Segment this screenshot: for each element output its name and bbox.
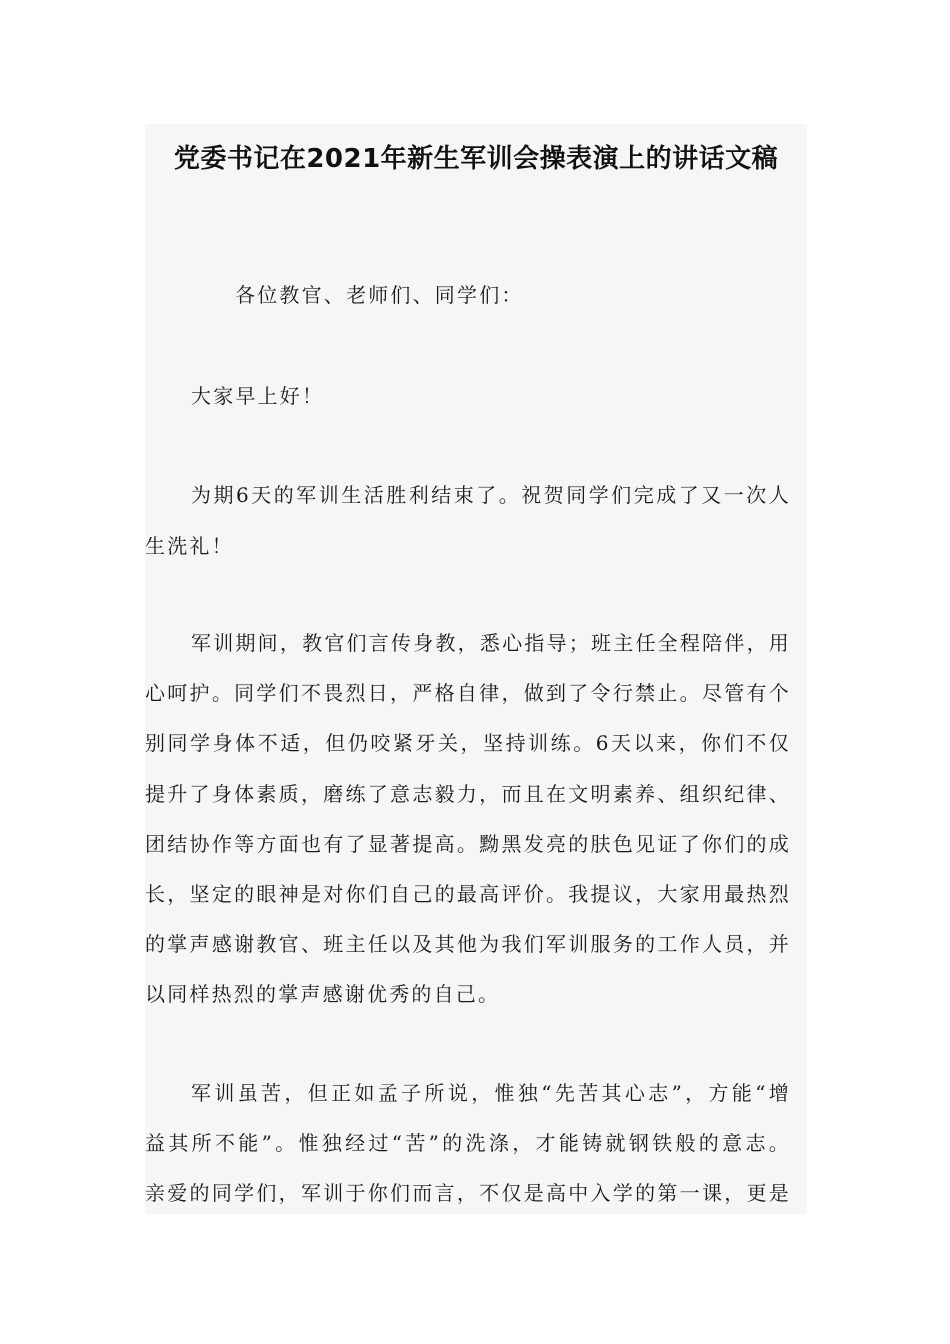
paragraph-3-line-2: 益其所不能”。惟独经过“苦”的洗涤，才能铸就钢铁般的意志。 [145,1131,791,1155]
salutation: 各位教官、老师们、同学们： [235,283,524,307]
paragraph-3-line-3: 亲爱的同学们，军训于你们而言，不仅是高中入学的第一课，更是 [145,1181,791,1205]
paragraph-3-line-1: 军训虽苦，但正如孟子所说，惟独“先苦其心志”，方能“增 [191,1081,791,1105]
paragraph-2-line-2: 心呵护。同学们不畏烈日，严格自律，做到了令行禁止。尽管有个 [145,681,791,705]
greeting: 大家早上好！ [191,384,325,408]
paragraph-1-line-2: 生洗礼！ [145,534,234,558]
document-page [145,124,807,1214]
paragraph-2-line-1: 军训期间，教官们言传身教，悉心指导；班主任全程陪伴，用 [191,631,791,655]
document-title: 党委书记在2021年新生军训会操表演上的讲话文稿 [173,144,779,174]
paragraph-2-line-6: 长，坚定的眼神是对你们自己的最高评价。我提议，大家用最热烈 [145,882,791,906]
paragraph-2-line-8: 以同样热烈的掌声感谢优秀的自己。 [145,982,501,1006]
paragraph-1-line-1: 为期6天的军训生活胜利结束了。祝贺同学们完成了又一次人 [191,483,791,507]
paragraph-2-line-4: 提升了身体素质，磨练了意志毅力，而且在文明素养、组织纪律、 [145,782,791,806]
paragraph-2-line-7: 的掌声感谢教官、班主任以及其他为我们军训服务的工作人员，并 [145,932,791,956]
paragraph-2-line-5: 团结协作等方面也有了显著提高。黝黑发亮的肤色见证了你们的成 [145,832,791,856]
paragraph-2-line-3: 别同学身体不适，但仍咬紧牙关，坚持训练。6天以来，你们不仅 [145,731,791,755]
